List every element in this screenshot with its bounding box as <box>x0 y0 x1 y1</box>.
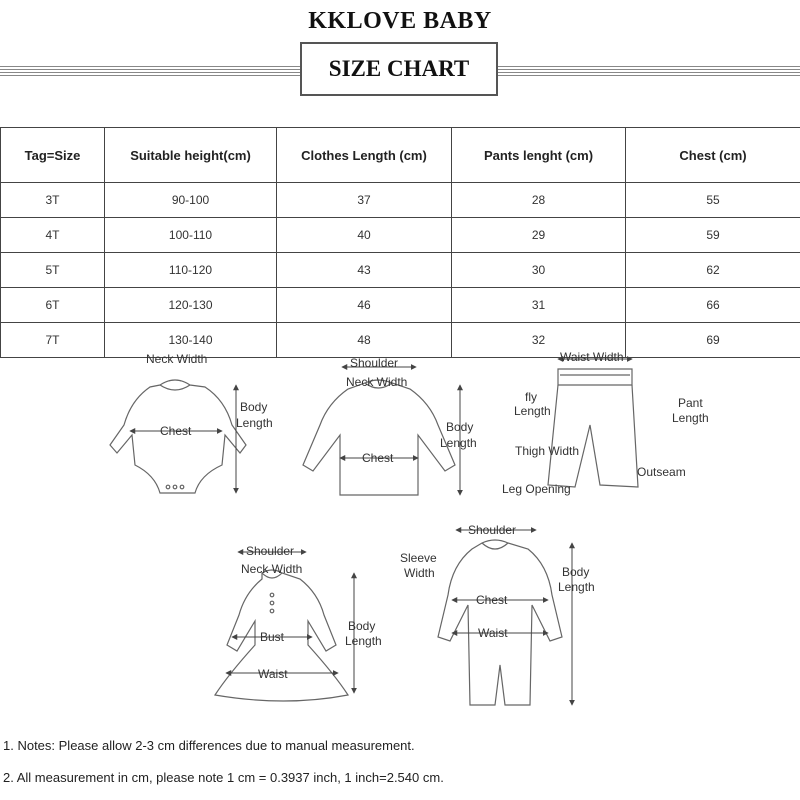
table-cell: 100-110 <box>105 218 277 253</box>
table-cell: 30 <box>452 253 626 288</box>
table-cell: 130-140 <box>105 323 277 358</box>
table-cell: 4T <box>1 218 105 253</box>
table-cell: 29 <box>452 218 626 253</box>
table-cell: 3T <box>1 183 105 218</box>
label-length: Length <box>440 436 477 450</box>
table-row <box>1 183 800 218</box>
table-cell: 5T <box>1 253 105 288</box>
label-fly-length: Length <box>514 404 551 418</box>
label-waist: Waist <box>478 626 508 640</box>
size-chart-box <box>300 42 498 96</box>
table-cell: 66 <box>626 288 800 323</box>
table-cell: 55 <box>626 183 800 218</box>
brand-title: KKLOVE BABY <box>308 8 492 34</box>
note-line: 2. All measurement in cm, please note 1 cm = 0.3937 inch, 1 inch=2.540 cm. <box>3 770 444 785</box>
size-chart-title: SIZE CHART <box>328 56 470 81</box>
table-cell: 31 <box>452 288 626 323</box>
table-cell: 59 <box>626 218 800 253</box>
table-cell: 110-120 <box>105 253 277 288</box>
label-body: Body <box>562 565 590 579</box>
top-diagram <box>303 380 455 495</box>
label-chest: Chest <box>160 424 192 438</box>
pants-diagram <box>548 369 638 487</box>
note-line: 1. Notes: Please allow 2-3 cm differences due to manual measurement. <box>3 738 415 753</box>
label-leg-opening: Leg Opening <box>502 482 571 496</box>
size-table <box>0 127 800 358</box>
column-header: Clothes Length (cm) <box>277 128 452 183</box>
table-cell: 7T <box>1 323 105 358</box>
measurement-diagrams <box>0 345 800 725</box>
label-length: Length <box>236 416 273 430</box>
label-chest: Chest <box>362 451 394 465</box>
label-neck-width: Neck Width <box>146 352 208 366</box>
table-cell: 46 <box>277 288 452 323</box>
column-header: Tag=Size <box>1 128 105 183</box>
label-shoulder: Shoulder <box>468 523 517 537</box>
label-bust: Bust <box>260 630 285 644</box>
table-cell: 37 <box>277 183 452 218</box>
romper-diagram <box>438 540 562 705</box>
label-waist: Waist <box>258 667 288 681</box>
label-neck-width: Neck Width <box>346 375 408 389</box>
table-cell: 90-100 <box>105 183 277 218</box>
label-shoulder: Shoulder <box>350 356 399 370</box>
label-neck-width: Neck Width <box>241 562 303 576</box>
table-cell: 120-130 <box>105 288 277 323</box>
table-cell: 48 <box>277 323 452 358</box>
table-cell: 6T <box>1 288 105 323</box>
label-width: Width <box>404 566 435 580</box>
label-shoulder: Shoulder <box>246 544 295 558</box>
table-header-row <box>1 128 800 183</box>
column-header: Suitable height(cm) <box>105 128 277 183</box>
label-pant-length: Length <box>672 411 709 425</box>
table-row <box>1 253 800 288</box>
column-header: Pants lenght (cm) <box>452 128 626 183</box>
column-header: Chest (cm) <box>626 128 800 183</box>
label-outseam: Outseam <box>637 465 686 479</box>
label-thigh-width: Thigh Width <box>515 444 580 458</box>
table-row <box>1 288 800 323</box>
label-body: Body <box>240 400 268 414</box>
label-sleeve: Sleeve <box>400 551 437 565</box>
table-cell: 40 <box>277 218 452 253</box>
table-cell: 43 <box>277 253 452 288</box>
label-pant: Pant <box>678 396 703 410</box>
label-waist-width: Waist Width <box>560 350 624 364</box>
table-row <box>1 218 800 253</box>
label-body: Body <box>446 420 474 434</box>
label-chest: Chest <box>476 593 508 607</box>
label-length: Length <box>345 634 382 648</box>
table-cell: 69 <box>626 323 800 358</box>
label-fly: fly <box>525 390 537 404</box>
table-cell: 28 <box>452 183 626 218</box>
table-cell: 32 <box>452 323 626 358</box>
label-body: Body <box>348 619 376 633</box>
label-length: Length <box>558 580 595 594</box>
table-cell: 62 <box>626 253 800 288</box>
